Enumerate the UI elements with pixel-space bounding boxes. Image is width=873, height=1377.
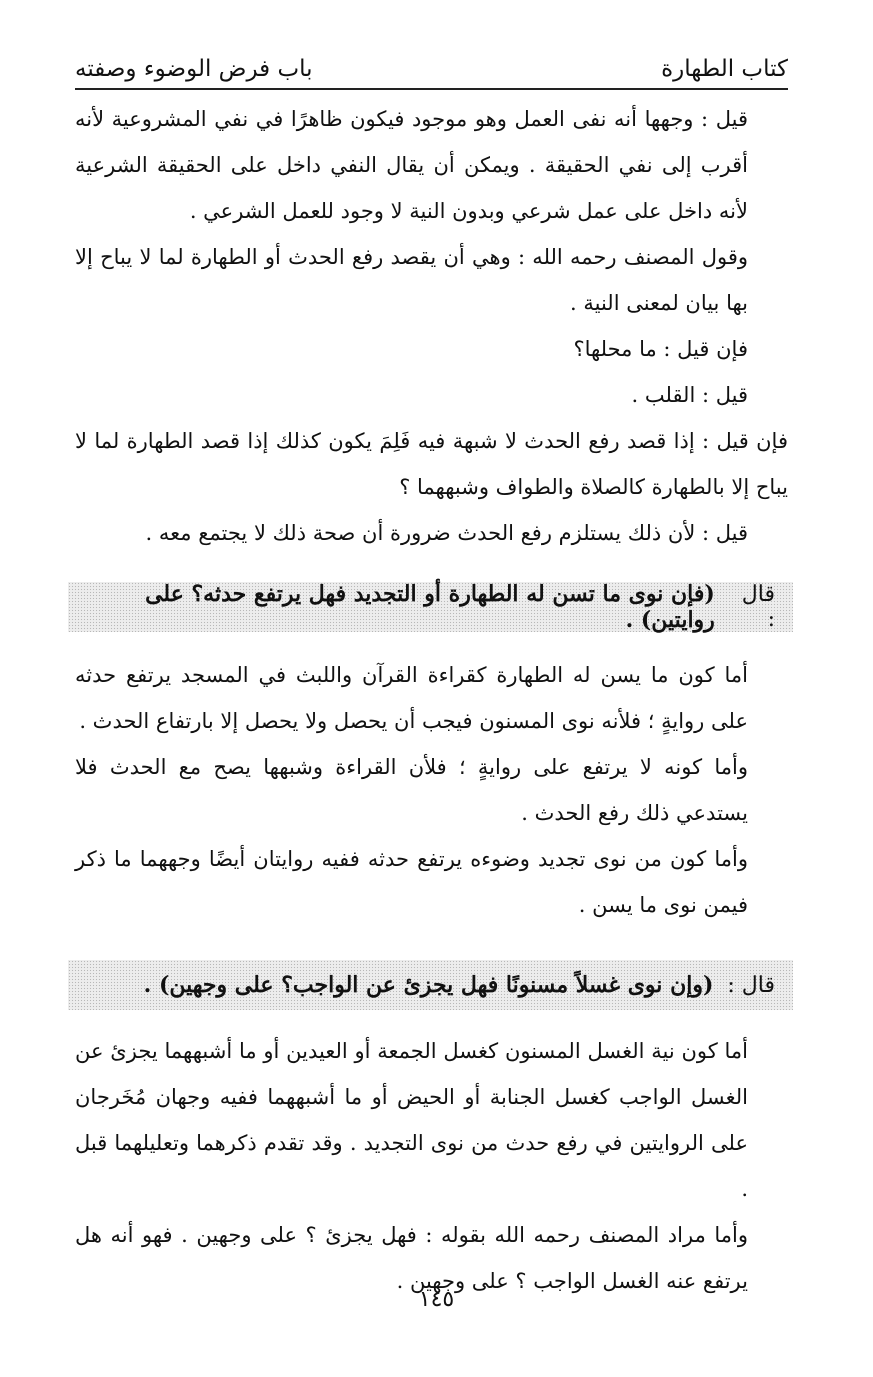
section-3 — [75, 1028, 788, 1304]
running-header — [75, 38, 788, 84]
paragraph: وأما كونه لا يرتفع على روايةٍ ؛ فلأن القراءة وشبهها يصح مع الحدث فلا يستدعي ذلك رفع الحدث . — [75, 755, 748, 825]
section-1 — [75, 96, 788, 556]
heading-text: (فإن نوى ما تسن له الطهارة أو التجديد فهل يرتفع حدثه؟ على روايتين) . — [145, 581, 715, 633]
paragraph: وأما كون من نوى تجديد وضوءه يرتفع حدثه ففيه روايتان أيضًا وجههما ما ذكر فيمن نوى ما يسن . — [75, 847, 748, 917]
heading-lead: قال : — [727, 972, 775, 998]
paragraph: قيل : القلب . — [631, 383, 748, 407]
section-2 — [75, 652, 788, 928]
header-book-title: كتاب الطهارة — [661, 56, 788, 82]
paragraph: أما كون ما يسن له الطهارة كقراءة القرآن واللبث في المسجد يرتفع حدثه على روايةٍ ؛ فلأنه نوى المسنون فيجب أن يحصل ولا يحصل إلا بارتفاع الحدث . — [75, 663, 748, 733]
heading-lead: قال : — [741, 582, 775, 632]
paragraph: قيل : لأن ذلك يستلزم رفع الحدث ضرورة أن صحة ذلك لا يجتمع معه . — [145, 521, 748, 545]
matn-heading-2 — [68, 960, 793, 1010]
header-rule — [75, 88, 788, 90]
paragraph: وأما مراد المصنف رحمه الله بقوله : فهل يجزئ ؟ على وجهين . فهو أنه هل يرتفع عنه الغسل الواجب ؟ على وجهين . — [75, 1223, 748, 1293]
paragraph: فإن قيل : ما محلها؟ — [573, 337, 748, 361]
heading-text: (وإن نوى غسلاً مسنونًا فهل يجزئ عن الواجب؟ على وجهين) . — [143, 972, 714, 998]
paragraph: قيل : وجهها أنه نفى العمل وهو موجود فيكون ظاهرًا في نفي المشروعية لأنه أقرب إلى نفي الحقيقة . ويمكن أن يقال النفي داخل على الحقيقة الشرعية لأنه داخل على عمل شرعي وبدون النية لا وجود للعمل الشرعي . — [75, 107, 748, 223]
page-number: ١٤٥ — [418, 1287, 455, 1312]
paragraph: وقول المصنف رحمه الله : وهي أن يقصد رفع الحدث أو الطهارة لما لا يباح إلا بها بيان لمعنى النية . — [75, 245, 748, 315]
header-chapter-title: باب فرض الوضوء وصفته — [75, 56, 313, 82]
paragraph: أما كون نية الغسل المسنون كغسل الجمعة أو العيدين أو ما أشبههما يجزئ عن الغسل الواجب كغسل الجنابة أو الحيض أو ما أشبههما ففيه وجهان مُخَرجان على الروايتين في رفع حدث من نوى التجديد . وقد تقدم ذكرهما وتعليلهما قبل . — [75, 1039, 748, 1201]
matn-heading-1 — [68, 582, 793, 632]
paragraph: فإن قيل : إذا قصد رفع الحدث لا شبهة فيه فَلِمَ يكون كذلك إذا قصد الطهارة لما لا يباح إلا بالطهارة كالصلاة والطواف وشبههما ؟ — [75, 429, 788, 499]
